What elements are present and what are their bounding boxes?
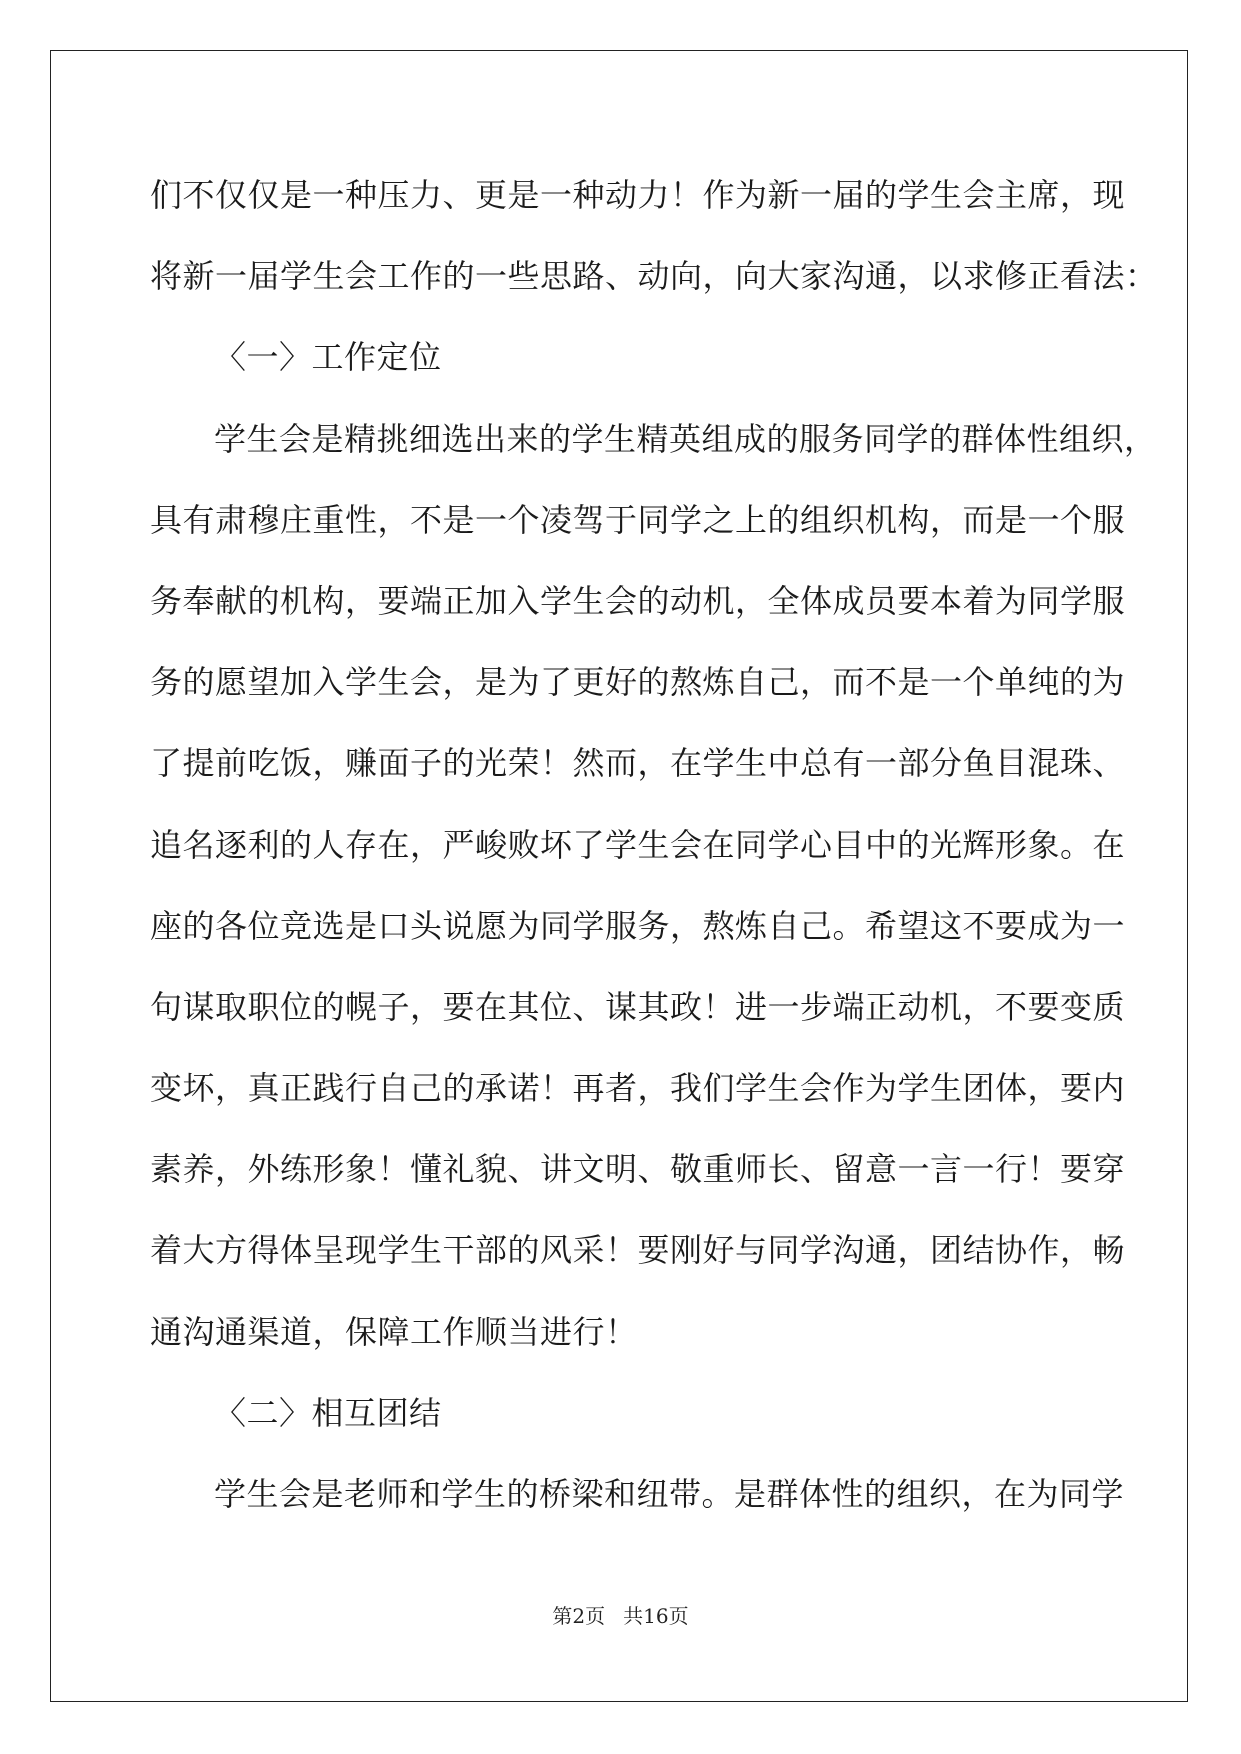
text-line: 们不仅仅是一种压力、更是一种动力！作为新一届的学生会主席，现 [150, 176, 1126, 214]
paragraph-start: 学生会是老师和学生的桥梁和纽带。是群体性的组织，在为同学 [214, 1475, 1125, 1513]
text-line: 座的各位竞选是口头说愿为同学服务，熬炼自己。希望这不要成为一 [150, 906, 1126, 945]
text-line: 句谋取职位的幌子，要在其位、谋其政！进一步端正动机，不要变质 [150, 987, 1126, 1026]
section-heading-2: 〈二〉相互团结 [214, 1393, 442, 1432]
text-line: 着大方得体呈现学生干部的风采！要刚好与同学沟通，团结协作，畅 [150, 1231, 1126, 1270]
text-line: 务奉献的机构，要端正加入学生会的动机，全体成员要本着为同学服 [150, 581, 1126, 620]
text-line: 变坏，真正践行自己的承诺！再者，我们学生会作为学生团体，要内 [150, 1069, 1126, 1108]
page-total: 共16页 [623, 1604, 689, 1628]
text-line: 务的愿望加入学生会，是为了更好的熬炼自己，而不是一个单纯的为 [150, 663, 1126, 702]
text-line: 具有肃穆庄重性，不是一个凌驾于同学之上的组织机构，而是一个服 [150, 500, 1126, 539]
text-line: 通沟通渠道，保障工作顺当进行！ [150, 1312, 638, 1351]
text-line: 素养，外练形象！懂礼貌、讲文明、敬重师长、留意一言一行！要穿 [150, 1150, 1126, 1189]
text-line: 将新一届学生会工作的一些思路、动向，向大家沟通，以求修正看法： [150, 257, 1158, 296]
text-line: 追名逐利的人存在，严峻败坏了学生会在同学心目中的光辉形象。在 [150, 825, 1126, 864]
page-footer [0, 1600, 1241, 1629]
document-body [150, 155, 1158, 1535]
section-heading-1: 〈一〉工作定位 [214, 338, 442, 377]
paragraph-start: 学生会是精挑细选出来的学生精英组成的服务同学的群体性组织， [214, 419, 1157, 458]
page-number: 第2页 [552, 1604, 606, 1628]
text-line: 了提前吃饭，赚面子的光荣！然而，在学生中总有一部分鱼目混珠、 [150, 744, 1126, 783]
